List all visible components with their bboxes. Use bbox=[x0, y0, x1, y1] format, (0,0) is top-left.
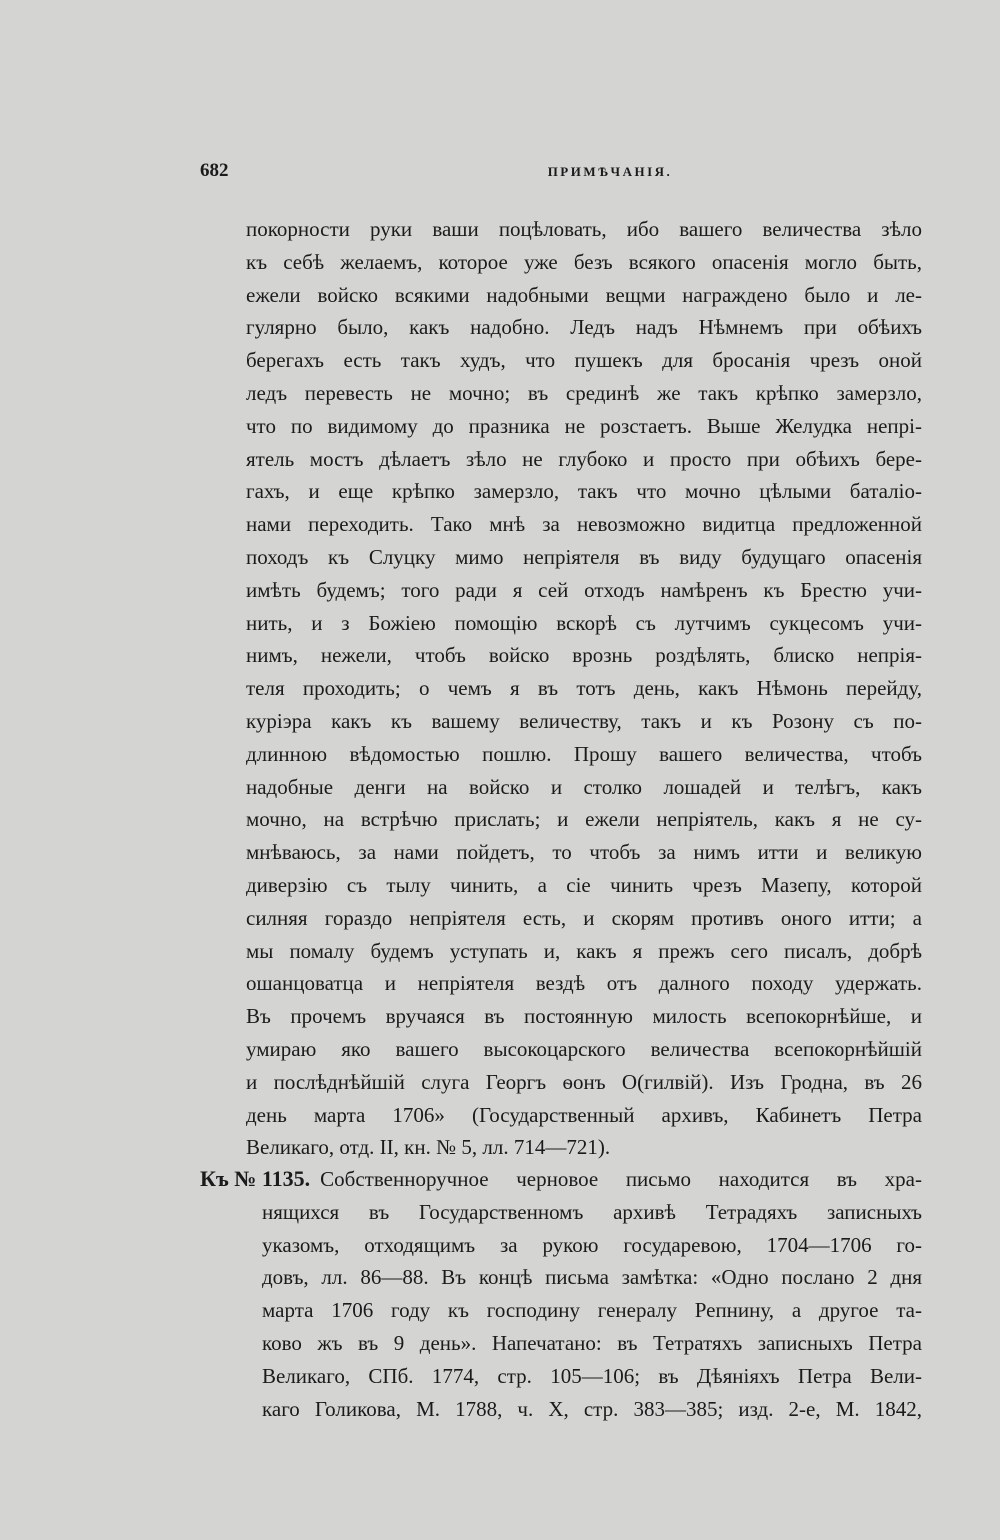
text-line: нами переходить. Тако мнѣ за невозможно видитца предложенной bbox=[246, 512, 922, 537]
text-line: день марта 1706» (Государственный архивъ, Кабинетъ Петра bbox=[246, 1102, 922, 1127]
text-line: умираю яко вашего высокоцарского величества всепокорнѣйшій bbox=[246, 1036, 922, 1061]
note-reference: Къ № 1135. bbox=[200, 1166, 311, 1191]
text-line: походъ къ Слуцку мимо непріятеля въ виду будущаго опасенія bbox=[246, 544, 922, 569]
text-line: указомъ, отходящимъ за рукою государевою, 1704—1706 го- bbox=[262, 1232, 922, 1257]
text-line: Великаго, отд. II, кн. № 5, лл. 714—721). bbox=[246, 1135, 611, 1160]
text-line: диверзію съ тылу чинить, а сіе чинить чрезъ Мазепу, которой bbox=[246, 872, 922, 897]
text-line: Въ прочемъ вручаяся въ постоянную милость всепокорнѣйше, и bbox=[246, 1004, 922, 1029]
text-line: къ себѣ желаемъ, которое уже безъ всякого опасенія могло быть, bbox=[246, 249, 922, 274]
text-line: куріэра какъ къ вашему величеству, такъ и къ Розону съ по- bbox=[246, 708, 922, 733]
text-line: ежели войско всякими надобными вещми награждено было и ле- bbox=[246, 282, 922, 307]
text-line: мочно, на встрѣчю прислать; и ежели непріятель, какъ я не су- bbox=[246, 807, 922, 832]
text-line: теля проходить; о чемъ я въ тотъ день, какъ Нѣмонь перейду, bbox=[246, 676, 922, 701]
text-line: гахъ, и еще крѣпко замерзло, такъ что мочно цѣлыми баталіо- bbox=[246, 479, 922, 504]
text-line: мнѣваюсь, за нами пойдетъ, то чтобъ за нимъ итти и великую bbox=[246, 840, 922, 865]
text-line: каго Голикова, М. 1788, ч. X, стр. 383—385; изд. 2-е, М. 1842, bbox=[262, 1396, 922, 1421]
page-number: 682 bbox=[200, 160, 229, 181]
text-line: ково жъ въ 9 день». Напечатано: въ Тетратяхъ записныхъ Петра bbox=[262, 1330, 922, 1355]
note-1135 bbox=[200, 1163, 922, 1425]
page-header bbox=[200, 160, 920, 190]
text-line: ошанцоватца и непріятеля вездѣ отъ далного походу удержать. bbox=[246, 971, 922, 996]
text-line: и послѣднѣйшій слуга Георгъ ѳонъ О(гилвій). Изъ Гродна, въ 26 bbox=[246, 1069, 922, 1094]
text-line: нящихся въ Государственномъ архивѣ Тетрадяхъ записныхъ bbox=[262, 1199, 922, 1224]
note-body bbox=[262, 1196, 922, 1426]
text-line: довъ, лл. 86—88. Въ концѣ письма замѣтка: «Одно послано 2 дня bbox=[262, 1265, 922, 1290]
text-line: что по видимому до празника не розстаетъ. Выше Желудка непрі- bbox=[246, 413, 922, 438]
letter-text bbox=[246, 213, 922, 1164]
text-line: длинною вѣдомостью пошлю. Прошу вашего величества, чтобъ bbox=[246, 741, 922, 766]
text-line: мы помалу будемъ уступать и, какъ я прежъ сего писалъ, добрѣ bbox=[246, 938, 922, 963]
text-line: покорности руки ваши поцѣловать, ибо вашего величества зѣло bbox=[246, 217, 922, 241]
text-line: ледъ перевесть не мочно; въ срединѣ же такъ крѣпко замерзло, bbox=[246, 380, 922, 405]
running-title: ПРИМѢЧАНІЯ. bbox=[547, 164, 673, 179]
text-line: надобные денги на войско и столко лошадей и телѣгъ, какъ bbox=[246, 774, 922, 799]
text-line: гулярно было, какъ надобно. Ледъ надъ Нѣмнемъ при обѣихъ bbox=[246, 315, 922, 340]
text-line: нить, и з Божіею помощію вскорѣ съ лутчимъ сукцесомъ учи- bbox=[246, 610, 922, 635]
text-line: силняя гораздо непріятеля есть, и скорям противъ оного итти; а bbox=[246, 905, 922, 930]
text-line: Великаго, СПб. 1774, стр. 105—106; въ Дѣяніяхъ Петра Вели- bbox=[262, 1363, 922, 1388]
text-line: ятель мостъ дѣлаетъ зѣло не глубоко и просто при обѣихъ бере- bbox=[246, 446, 922, 471]
text-line: Собственноручное черновое письмо находится въ хра- bbox=[320, 1167, 922, 1191]
text-line: берегахъ есть такъ худъ, что пушекъ для бросанія чрезъ оной bbox=[246, 348, 922, 373]
note-first-line bbox=[200, 1163, 922, 1196]
text-line: нимъ, нежели, чтобъ войско врознь роздѣлять, блиско непрія- bbox=[246, 643, 922, 668]
text-line: имѣть будемъ; того ради я сей отходъ намѣренъ къ Брестю учи- bbox=[246, 577, 922, 602]
text-line: марта 1706 году къ господину генералу Репнину, а другое та- bbox=[262, 1298, 922, 1323]
